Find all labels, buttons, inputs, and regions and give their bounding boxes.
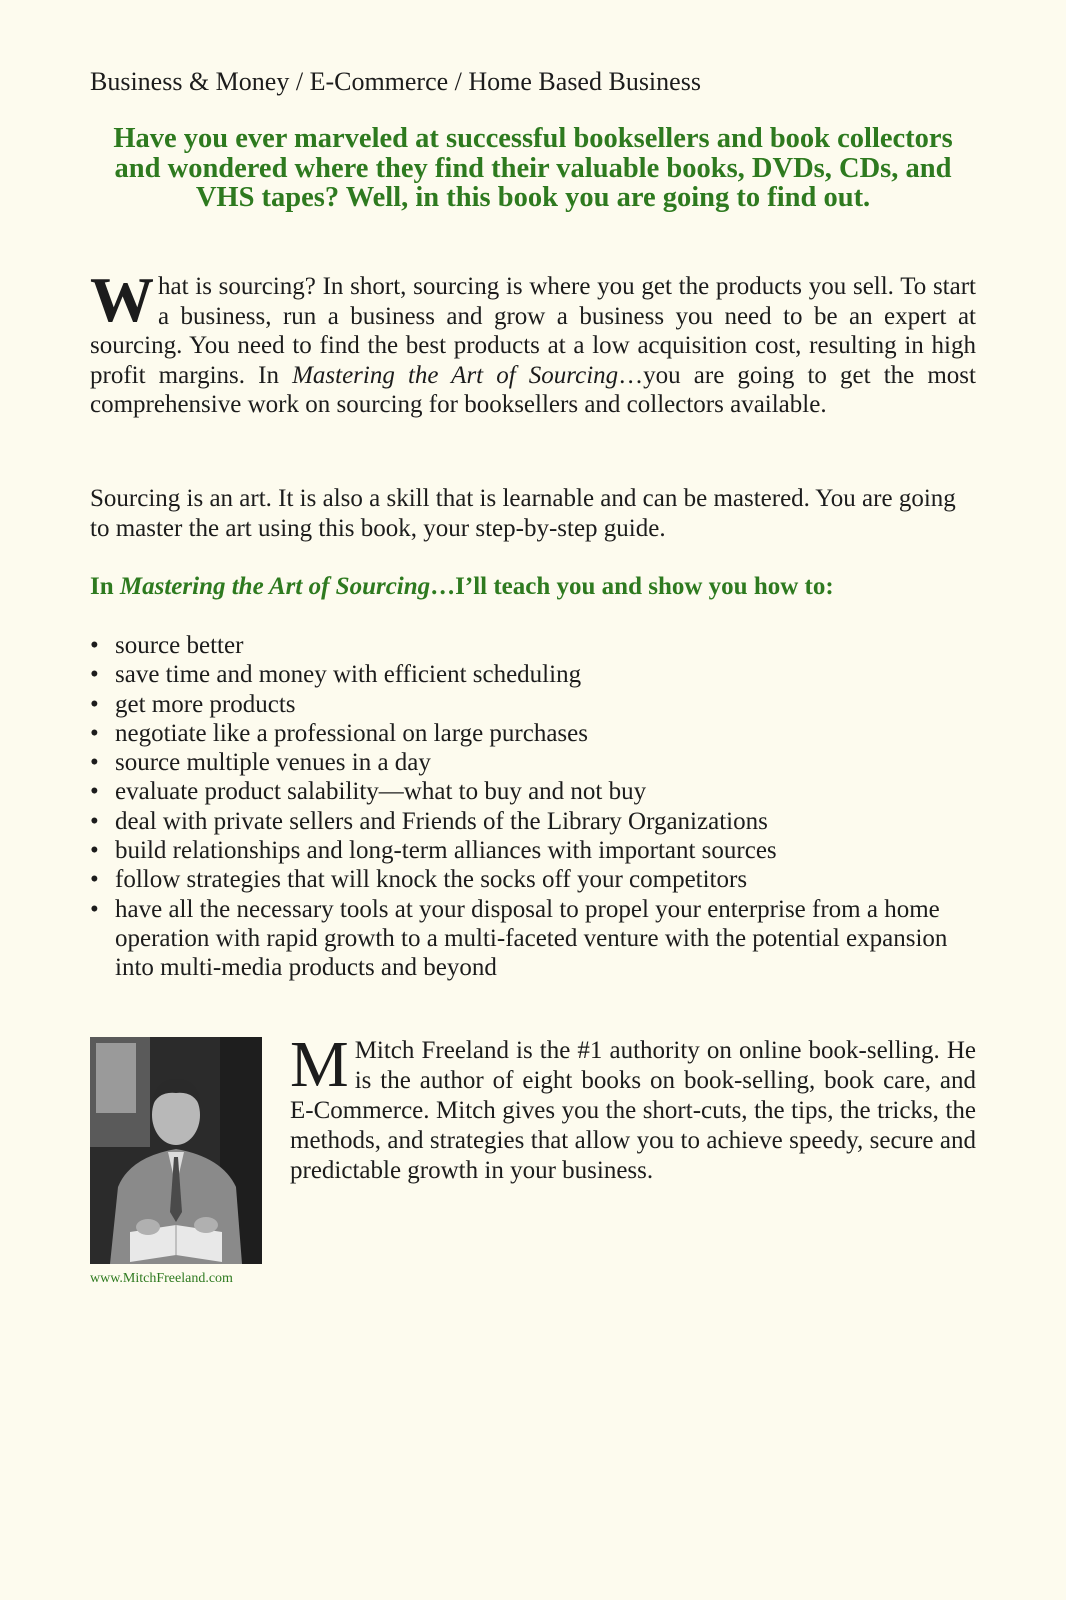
category-breadcrumb: Business & Money / E-Commerce / Home Based Business: [90, 67, 701, 96]
intro-text-2: …you are going to get the most comprehensive work on sourcing for booksellers and collectors available.: [90, 361, 976, 418]
bullet-icon: •: [90, 719, 99, 747]
bullet-icon: •: [90, 778, 99, 806]
author-photo-image: [90, 1037, 262, 1264]
bullet-icon: •: [90, 749, 99, 777]
headline: Have you ever marveled at successful booksellers and book collectors and wondered where they find their valuable books, DVDs, CDs, and VHS tapes? Well, in this book you are going to find out.: [113, 123, 953, 213]
list-item-text: have all the necessary tools at your disposal to propel your enterprise from a home operation with rapid growth to a multi-faceted venture with the potential expansion into multi-media products and beyond: [115, 895, 948, 982]
intro-dropcap: W: [90, 264, 154, 335]
list-item: [90, 748, 976, 777]
list-item-text: source better: [115, 632, 244, 659]
lead-book-title: Mastering the Art of Sourcing: [119, 573, 431, 600]
intro-text-1: hat is sourcing? In short, sourcing is where you get the products you sell. To start a business, run a business and grow a business you need to be an expert at sourcing. You need to find the best products at a low acquisition cost, resulting in high profit margins. In: [90, 273, 976, 389]
bullet-icon: •: [90, 895, 99, 923]
list-item: [90, 777, 976, 806]
list-item-text: follow strategies that will knock the socks off your competitors: [115, 866, 748, 894]
list-item: [90, 690, 976, 719]
list-item: [90, 836, 976, 865]
bullet-icon: •: [90, 632, 99, 659]
list-item-text: build relationships and long-term alliances with important sources: [115, 837, 777, 865]
list-lead: [90, 572, 976, 602]
list-item-text: get more products: [115, 690, 296, 718]
list-item: [90, 631, 976, 660]
list-item: [90, 865, 976, 894]
list-item: [90, 660, 976, 689]
benefits-list: [90, 631, 976, 983]
list-item: [90, 719, 976, 748]
lead-suffix: …I’ll teach you and show you how to:: [430, 573, 834, 600]
bullet-icon: •: [90, 837, 99, 865]
author-photo: [90, 1037, 262, 1264]
author-website-link[interactable]: www.MitchFreeland.com: [90, 1271, 233, 1286]
list-item-text: negotiate like a professional on large purchases: [115, 719, 588, 747]
sourcing-paragraph: Sourcing is an art. It is also a skill that is learnable and can be mastered. You are going to master the art using this book, your step-by-step guide.: [90, 485, 956, 542]
bio-dropcap: M: [290, 1028, 349, 1101]
intro-book-title: Mastering the Art of Sourcing: [292, 361, 619, 389]
list-item-text: deal with private sellers and Friends of the Library Organizations: [115, 807, 768, 835]
list-item-text: save time and money with efficient scheduling: [115, 661, 582, 689]
list-item-text: source multiple venues in a day: [115, 749, 431, 777]
bio-text: Mitch Freeland is the #1 authority on online book-selling. He is the author of eight books on book-selling, book care, and E-Commerce. Mitch gives you the short-cuts, the tips, the tricks, the methods, and strategies that allow you to achieve speedy, secure and predictable growth in your business.: [290, 1037, 976, 1184]
bullet-icon: •: [90, 807, 99, 835]
list-item-text: evaluate product salability—what to buy and not buy: [115, 778, 647, 806]
author-bio: [290, 1028, 976, 1186]
bullet-icon: •: [90, 690, 99, 718]
list-item: [90, 895, 976, 983]
lead-prefix: In: [90, 573, 120, 600]
bullet-icon: •: [90, 866, 99, 894]
bullet-icon: •: [90, 661, 99, 689]
intro-paragraph: [90, 264, 976, 420]
list-item: [90, 807, 976, 836]
